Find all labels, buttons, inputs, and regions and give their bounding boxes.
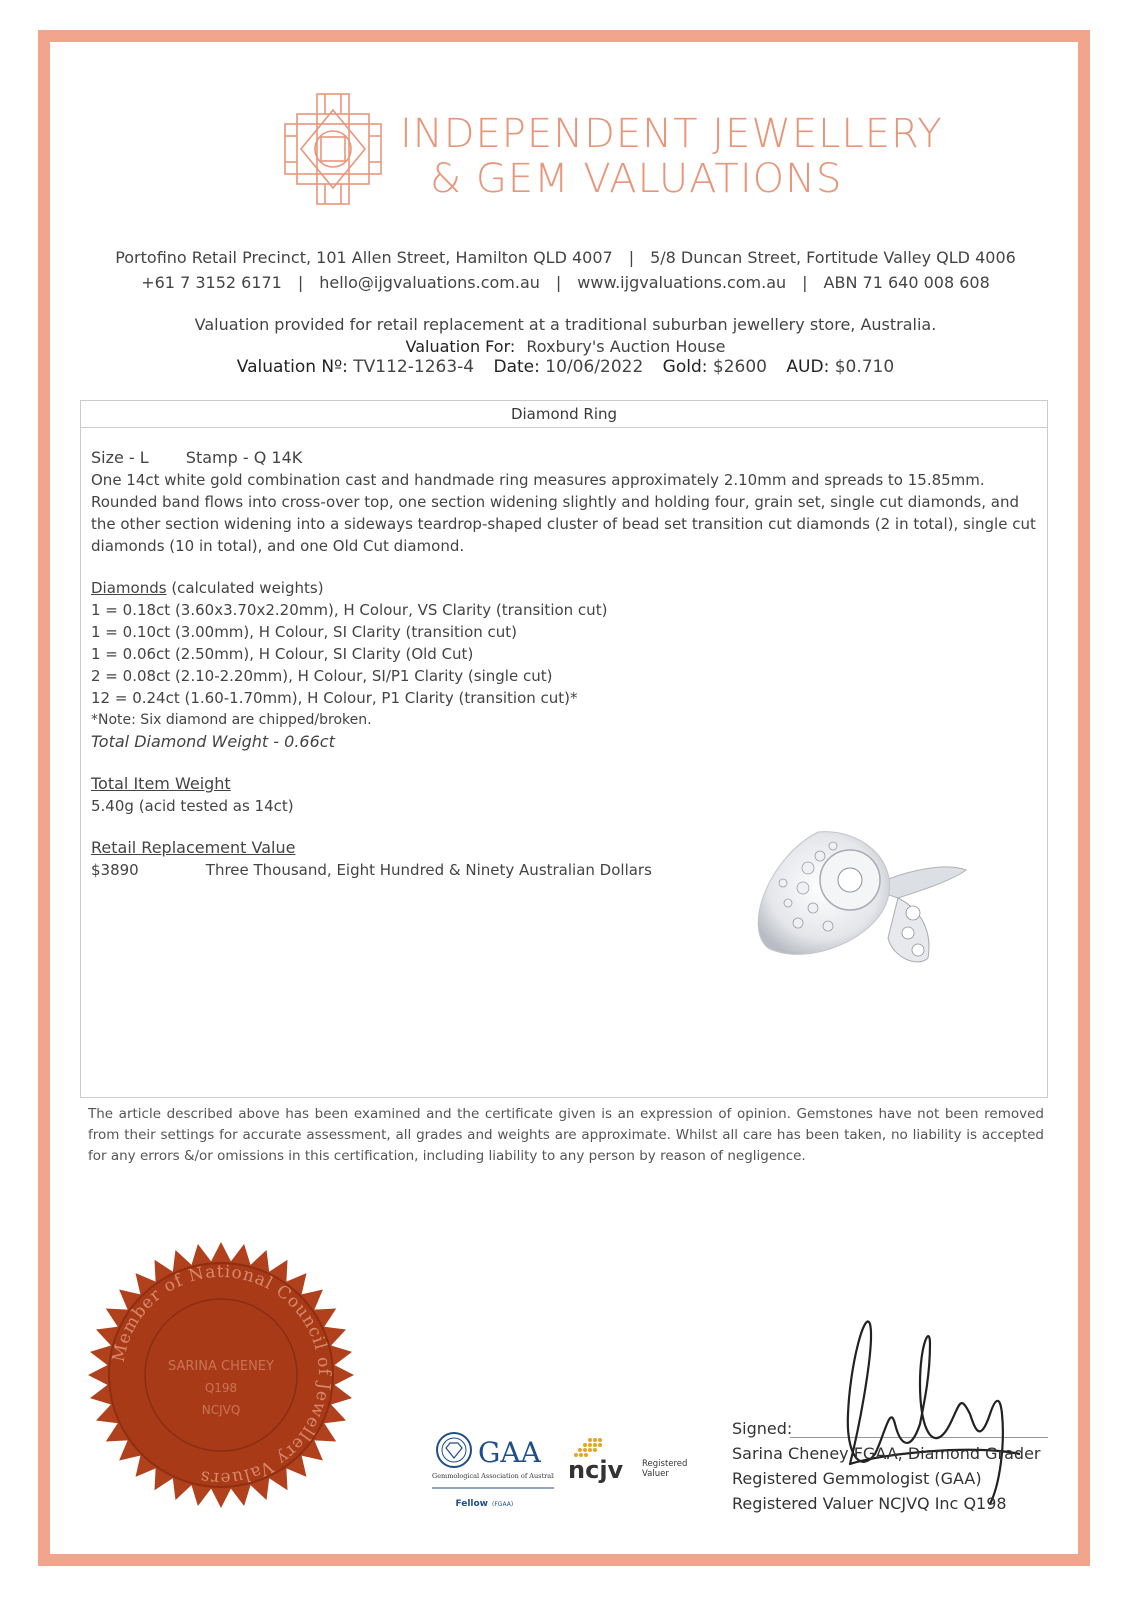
size-stamp-line xyxy=(91,447,1041,469)
gaa-full-name: Gemmological Association of Australia xyxy=(432,1472,554,1480)
email-link[interactable]: hello@ijgvaluations.com.au xyxy=(319,273,540,292)
diamond-list-item: 1 = 0.18ct (3.60x3.70x2.20mm), H Colour, VS Clarity (transition cut) xyxy=(91,601,608,619)
weight-heading: Total Item Weight xyxy=(91,774,231,793)
brand-line-1: INDEPENDENT JEWELLERY xyxy=(400,111,943,157)
diamond-list-item: 2 = 0.08ct (2.10-2.20mm), H Colour, SI/P1 Clarity (single cut) xyxy=(91,667,553,685)
address-fortitude-valley: 5/8 Duncan Street, Fortitude Valley QLD 4006 xyxy=(650,248,1016,267)
contact-line xyxy=(60,273,1071,292)
valuation-number-label: Valuation Nº: xyxy=(236,357,348,377)
aud-rate: $0.710 xyxy=(834,357,895,377)
diamonds-heading: Diamonds xyxy=(91,579,167,597)
seal-code: NCJVQ xyxy=(201,1403,241,1417)
divider: | xyxy=(555,273,562,292)
divider: | xyxy=(297,273,304,292)
gold-price: $2600 xyxy=(712,357,767,377)
abn-number: ABN 71 640 008 608 xyxy=(823,273,990,292)
gaa-name: GAA xyxy=(478,1436,541,1469)
ncjv-member-seal xyxy=(86,1240,356,1510)
divider: | xyxy=(802,273,808,292)
total-diamond-weight: Total Diamond Weight - 0.66ct xyxy=(91,732,335,751)
gaa-emblem-icon xyxy=(432,1428,554,1512)
value-words: Three Thousand, Eight Hundred & Ninety Australian Dollars xyxy=(205,861,652,879)
valuation-date: 10/06/2022 xyxy=(545,357,644,377)
diamond-list-item: 1 = 0.06ct (2.50mm), H Colour, SI Clarity (Old Cut) xyxy=(91,645,474,663)
diamonds-note: (calculated weights) xyxy=(171,579,324,597)
item-description-box xyxy=(80,400,1048,1098)
ncjv-registered: Registered xyxy=(642,1459,688,1469)
gaa-fellow: Fellow xyxy=(455,1499,488,1509)
diamonds-heading-line xyxy=(91,577,1041,599)
signature-block xyxy=(732,1416,1041,1516)
disclaimer: The article described above has been examined and the certificate given is an expression of opinion. Gemstones have not been removed from their settings for accurate assessment, all grades and weights are approximate. Whilst all care has been taken, no liability is accepted for any errors &/or omissions in this certification, including liability to any person by reason of negligence. xyxy=(88,1106,1044,1164)
weight-value: 5.40g (acid tested as 14ct) xyxy=(91,797,294,815)
chip-note: *Note: Six diamond are chipped/broken. xyxy=(91,712,372,728)
diamond-list-item: 12 = 0.24ct (1.60-1.70mm), H Colour, P1 Clarity (transition cut)* xyxy=(91,689,578,707)
value-amount: $3890 xyxy=(91,861,139,879)
item-description: One 14ct white gold combination cast and handmade ring measures approximately 2.10mm and spreads to 15.85mm. Rounded band flows into cross-over top, one section widening slightly and holding four, grain set, single cut diamonds, and the other section widening into a sideways teardrop-shaped cluster of bead set transition cut diamonds (2 in total), single cut diamonds (10 in total), and one Old Cut diamond. xyxy=(91,471,1036,555)
ring-size: Size - L xyxy=(91,448,149,467)
signer-name: Sarina Cheney FGAA, Diamond Grader xyxy=(732,1444,1041,1463)
signed-label: Signed: xyxy=(732,1419,793,1438)
ring-photo xyxy=(748,828,970,978)
diamond-list xyxy=(91,599,1041,709)
date-label: Date: xyxy=(493,357,540,377)
ncjv-name: ncjv xyxy=(568,1456,624,1484)
valuation-for-label: Valuation For: xyxy=(405,337,516,356)
phone-number: +61 7 3152 6171 xyxy=(141,273,282,292)
address-hamilton: Portofino Retail Precinct, 101 Allen Street, Hamilton QLD 4007 xyxy=(115,248,613,267)
ncjv-logo xyxy=(568,1434,698,1494)
address-line xyxy=(60,248,1071,267)
brand-line-2: & GEM VALUATIONS xyxy=(430,156,843,202)
website-link[interactable]: www.ijgvaluations.com.au xyxy=(577,273,787,292)
diamond-list-item: 1 = 0.10ct (3.00mm), H Colour, SI Clarity (transition cut) xyxy=(91,623,518,641)
valuation-for xyxy=(60,337,1071,356)
valuation-for-value: Roxbury's Auction House xyxy=(526,337,726,356)
value-heading: Retail Replacement Value xyxy=(91,838,296,857)
item-title: Diamond Ring xyxy=(81,401,1047,428)
signer-registration: Registered Valuer NCJVQ Inc Q198 xyxy=(732,1494,1007,1513)
gold-label: Gold: xyxy=(662,357,708,377)
valuation-number: TV112-1263-4 xyxy=(353,357,475,377)
aud-label: AUD: xyxy=(786,357,830,377)
seal-name: SARINA CHENEY xyxy=(168,1359,274,1374)
brand-name xyxy=(400,112,943,202)
valuation-purpose: Valuation provided for retail replacement at a traditional suburban jewellery store, Australia. xyxy=(194,315,937,334)
seal-number: Q198 xyxy=(204,1381,238,1395)
signer-title: Registered Gemmologist (GAA) xyxy=(732,1469,982,1488)
valuation-details xyxy=(60,357,1071,377)
ncjv-valuer: Valuer xyxy=(642,1469,669,1479)
gaa-fellow-suffix: (FGAA) xyxy=(492,1501,514,1508)
ring-stamp: Stamp - Q 14K xyxy=(185,448,303,467)
gaa-logo xyxy=(432,1428,554,1512)
seal-ring-text: Member of National Council of Jewellery Valuers xyxy=(108,1261,335,1489)
brand-logo-icon xyxy=(283,92,383,206)
ncjv-dots-icon xyxy=(568,1434,698,1494)
divider: | xyxy=(628,248,635,267)
item-details xyxy=(91,447,1041,881)
